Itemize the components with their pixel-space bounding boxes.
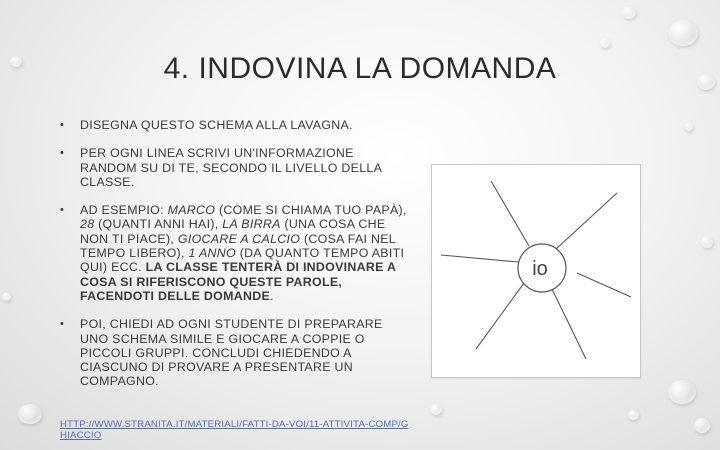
example-word: GIOCARE A CALCIO [177, 231, 301, 246]
schema-diagram-svg [432, 165, 640, 377]
example-text: (QUANTI ANNI HAI), [94, 217, 223, 232]
bullet-text: POI, CHIEDI AD OGNI STUDENTE DI PREPARARE UNO SCHEMA SIMILE E GIOCARE A COPPIE O PICCOLI GRUPPI. CONCLUDI CHIEDENDO A CIASCUNO DI PROVARE A PRESENTARE UN COMPAGNO. [80, 317, 383, 389]
diagram-line [577, 273, 631, 297]
bullet-list [60, 118, 412, 403]
bullet-item-write-info [60, 146, 412, 189]
example-text: (DA QUANTO TEMPO ABITI QUI) ECC. [80, 246, 405, 275]
example-emphasis: LA CLASSE TENTERÀ DI INDOVINARE A COSA SI RIFERISCONO QUESTE PAROLE, FACENDOTI DELLE DOMANDE [80, 260, 396, 303]
bullet-text: DISEGNA QUESTO SCHEMA ALLA LAVAGNA. [80, 118, 353, 132]
diagram-line [552, 289, 586, 359]
source-link[interactable]: HTTP://WWW.STRANITA.IT/MATERIALI/FATTI-DA-VOI/11-ATTIVITA-COMP/GHIACCIO [60, 419, 409, 441]
diagram-line [476, 283, 524, 349]
example-text: (COME SI CHIAMA TUO PAPÀ), [215, 203, 407, 218]
example-text: (UNA COSA CHE NON TI PIACE), [80, 217, 386, 246]
bullet-item-draw-schema [60, 118, 412, 132]
bullet-item-example [60, 203, 412, 303]
example-word: LA BIRRA [222, 217, 281, 232]
example-text: (COSA FAI NEL TEMPO LIBERO), [80, 231, 396, 261]
example-word: 1 ANNO [188, 246, 236, 261]
diagram-center-label: io [532, 258, 548, 280]
diagram-line [491, 181, 529, 246]
bullet-text: PER OGNI LINEA SCRIVI UN'INFORMAZIONE RANDOM SU DI TE, SECONDO IL LIVELLO DELLA CLASSE. [80, 146, 382, 189]
schema-diagram [431, 164, 641, 378]
example-text: AD ESEMPIO: [80, 203, 168, 218]
example-word: 28 [80, 217, 95, 232]
diagram-line [441, 255, 518, 262]
diagram-line [556, 193, 617, 249]
example-text: . [270, 288, 274, 303]
example-word: MARCO [167, 203, 216, 218]
bullet-item-pair-game [60, 317, 412, 388]
slide-title: 4. INDOVINA LA DOMANDA [163, 52, 557, 85]
